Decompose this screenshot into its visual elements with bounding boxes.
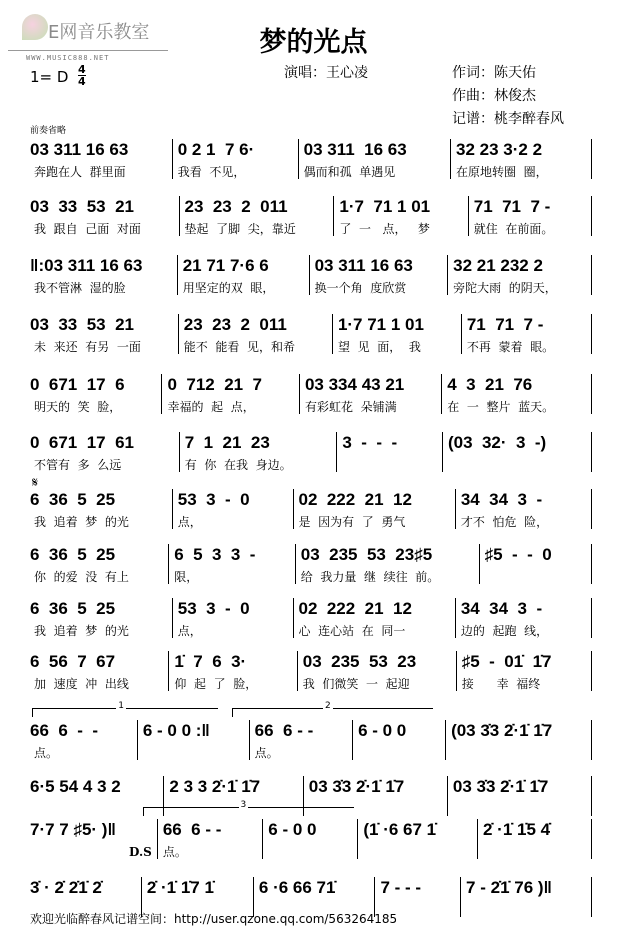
- measure-lyric: 点，: [177, 515, 202, 529]
- measure-notes: 66 6 - -: [30, 721, 99, 740]
- measure-lyric: 垫起 了脚 尖，靠近: [184, 222, 296, 236]
- measure-notes: 6 36 5 25: [30, 599, 116, 618]
- measure-notes: 6 56 7 67: [30, 652, 116, 671]
- logo-url: WWW.MUSIC888.NET: [26, 54, 110, 62]
- measure-lyric: [268, 845, 352, 859]
- measure: [336, 432, 442, 472]
- measure-lyric: 点。: [254, 746, 279, 760]
- measure-lyric: 我看 不见，: [177, 165, 246, 179]
- time-bottom: 4: [78, 75, 86, 88]
- measure-lyric: 点。: [162, 845, 187, 859]
- score-system: [30, 196, 592, 236]
- measure: [249, 720, 352, 760]
- measure-lyric: [483, 845, 586, 859]
- time-signature: [78, 64, 86, 87]
- measure-notes: 03 235 53 23: [302, 652, 417, 671]
- measure-lyric: 有 你 在我 身边。: [184, 458, 292, 472]
- logo-brand: E网音乐教室: [48, 22, 150, 43]
- measure-lyric: 接 幸 福终: [461, 677, 541, 691]
- measure-lyric: 有彩虹花 朵铺满: [304, 400, 397, 414]
- measure-notes: 34 34 3 -: [460, 490, 543, 509]
- measure-notes: 66 6 - -: [254, 721, 314, 740]
- measure-notes: 03 33 53 21: [30, 315, 134, 334]
- measure: [461, 314, 592, 354]
- measure: [479, 544, 592, 584]
- measure-notes: 6 - 0 0: [358, 721, 407, 740]
- measure-notes: 1·7 71 1 01: [339, 197, 431, 216]
- prelude-note: 前奏省略: [30, 126, 67, 136]
- measure-lyric: 点，: [177, 624, 202, 638]
- measure-lyric: 不管有 多 么远: [34, 458, 122, 472]
- measure-notes: 1·7 71 1 01: [337, 315, 424, 334]
- measure-notes: 23 23 2 011: [183, 315, 287, 334]
- measure: [179, 196, 334, 236]
- measure: [455, 598, 592, 638]
- score-system: [30, 432, 592, 472]
- score-system: [30, 139, 592, 179]
- measure-notes: 7 - - -: [380, 878, 422, 897]
- measure-lyric: [451, 746, 586, 760]
- measure: [303, 776, 447, 816]
- measure-notes: 21 71 7·6 6: [182, 256, 269, 275]
- measure: [460, 877, 592, 917]
- measure-notes: 0 712 21 7: [167, 375, 263, 394]
- measure: [333, 196, 467, 236]
- measure-notes: 71 71 7 -: [473, 197, 551, 216]
- measure-notes: 03 33 53 21: [30, 197, 134, 216]
- measure-lyric: [485, 570, 586, 584]
- measure: [172, 489, 293, 529]
- measure-lyric: [448, 458, 586, 472]
- score-system: [30, 819, 592, 859]
- measure-notes: 6 36 5 25: [30, 545, 116, 564]
- measure-lyric: 明天的 笑 脸，: [34, 400, 122, 414]
- measure: [30, 255, 177, 295]
- lyricist: 作词：陈天佑: [452, 65, 536, 81]
- composer: 作曲：林俊杰: [452, 88, 536, 104]
- key-signature: 1= D: [30, 68, 69, 86]
- measure: [30, 432, 179, 472]
- transcriber: 记谱：桃李醉春风: [452, 111, 564, 127]
- measure-notes: 6 - 0 0 :‖: [142, 721, 210, 740]
- score-system: [30, 776, 592, 816]
- score-system: [30, 651, 592, 691]
- volta-label: 1: [118, 701, 124, 711]
- measure-notes: 0 671 17 6: [30, 375, 125, 394]
- measure-lyric: 边的 起跑 线，: [460, 624, 549, 638]
- measure-lyric: 加 速度 冲 出线: [34, 677, 129, 691]
- measure-notes: 02 222 21 12: [298, 599, 412, 618]
- measure-lyric: 能不 能看 见，和希: [183, 340, 296, 354]
- score-system: [30, 255, 592, 295]
- measure-lyric: [309, 802, 442, 816]
- measure-lyric: 仰 起 了 脸，: [174, 677, 258, 691]
- measure: [447, 255, 592, 295]
- measure-notes: 0 671 17 61: [30, 433, 134, 452]
- measure: [445, 720, 592, 760]
- measure-notes: 6 - 0 0: [268, 820, 317, 839]
- measure-notes: (03 3̇3 2̇·1̇ 1̇7: [451, 721, 553, 740]
- measure-lyric: 我不管淋 湿的脸: [34, 281, 126, 295]
- measure: [163, 776, 302, 816]
- measure-lyric: 才不 怕危 险，: [460, 515, 549, 529]
- measure: [455, 489, 592, 529]
- volta-bracket-2: [232, 701, 433, 717]
- measure: [477, 819, 592, 859]
- score-system: [30, 598, 592, 638]
- measure: [177, 255, 309, 295]
- score-system: [30, 314, 592, 354]
- measure-notes: 4 3 21 76: [447, 375, 533, 394]
- volta-bracket-1: [32, 701, 218, 717]
- measure: [30, 139, 172, 179]
- measure-lyric: 给 我力量 继 续往 前。: [300, 570, 440, 584]
- measure: [332, 314, 461, 354]
- measure: [468, 196, 592, 236]
- measure-notes: 0 2 1 7 6·: [177, 140, 255, 159]
- measure-notes: 6 36 5 25: [30, 490, 116, 509]
- score-system: [30, 374, 592, 414]
- measure-notes: 2̇ ·1̇ 1̇5 4̇: [483, 820, 551, 839]
- measure-notes: 6·5 54 4 3 2: [30, 777, 121, 796]
- measure: [298, 139, 450, 179]
- measure-notes: 03 311 16 63: [30, 140, 129, 159]
- measure-notes: 3 - - -: [342, 433, 398, 452]
- measure-notes: ♯5 - 01̇ 1̇7: [461, 652, 552, 671]
- measure: [456, 651, 592, 691]
- measure-notes: 34 34 3 -: [460, 599, 543, 618]
- singer: 演唱：王心凌: [284, 65, 368, 81]
- measure-lyric: [466, 903, 586, 917]
- score-system: [30, 720, 592, 760]
- measure: [30, 776, 163, 816]
- measure-notes: 6 5 3 3 -: [174, 545, 256, 564]
- measure: [30, 196, 179, 236]
- measure-lyric: 奔跑在人 群里面: [34, 165, 126, 179]
- measure: [168, 651, 296, 691]
- measure-lyric: D.S: [128, 845, 152, 859]
- measure: [299, 374, 441, 414]
- measure-notes: 32 23 3·2 2: [456, 140, 543, 159]
- measure-lyric: 望 见 面， 我: [337, 340, 421, 354]
- measure-notes: 7·7 7 ♯5· )‖: [30, 820, 116, 839]
- measure: [30, 314, 178, 354]
- measure-notes: 23 23 2 011: [184, 197, 288, 216]
- measure-lyric: [30, 802, 158, 816]
- measure-notes: 03 311 16 63: [303, 140, 407, 159]
- time-top: 4: [78, 63, 86, 76]
- measure: [293, 489, 455, 529]
- measure-notes: 03 235 53 23♯5: [300, 545, 433, 564]
- measure-notes: 71 71 7 -: [466, 315, 544, 334]
- measure-notes: 03 334 43 21: [304, 375, 405, 394]
- measure: [293, 598, 455, 638]
- measure: [161, 374, 298, 414]
- measure: [447, 776, 592, 816]
- measure: [157, 819, 262, 859]
- measure-lyric: 偶而和孤 单遇见: [303, 165, 396, 179]
- measure: [450, 139, 592, 179]
- score-system: [30, 489, 592, 529]
- measure-lyric: 就住 在前面。: [473, 222, 554, 236]
- measure-notes: 03 311 16 63: [314, 256, 413, 275]
- measure-notes: 02 222 21 12: [298, 490, 412, 509]
- measure: [30, 598, 172, 638]
- measure-lyric: 在原地转圈 圈，: [456, 165, 548, 179]
- measure: [179, 432, 337, 472]
- measure-notes: ‖:03 311 16 63: [30, 256, 143, 275]
- measure-lyric: 幸福的 起 点，: [167, 400, 255, 414]
- measure-lyric: 我 跟自 己面 对面: [34, 222, 141, 236]
- measure-lyric: 旁陀大雨 的阴天，: [453, 281, 557, 295]
- volta-label: 2: [325, 701, 331, 711]
- measure-lyric: 心 连心站 在 同一: [298, 624, 406, 638]
- measure-notes: 3̇ · 2̇ 2̇1̇ 2̇: [30, 878, 102, 897]
- segno-sign: 𝄋: [32, 475, 39, 491]
- measure-lyric: 我 追着 梦 的光: [34, 515, 129, 529]
- measure: [295, 544, 479, 584]
- measure-lyric: [143, 746, 244, 760]
- measure-lyric: [342, 458, 437, 472]
- measure: [357, 819, 477, 859]
- measure-notes: 7 1 21 23: [184, 433, 270, 452]
- measure-notes: 53 3 - 0: [177, 599, 250, 618]
- measure: [137, 720, 249, 760]
- measure-lyric: 我 们微笑 一 起迎: [302, 677, 410, 691]
- measure: [262, 819, 357, 859]
- measure-lyric: 了 一 点， 梦: [339, 222, 430, 236]
- measure: [172, 598, 293, 638]
- measure-lyric: [358, 746, 440, 760]
- measure-notes: 7 - 2̇1̇ 76 )‖: [466, 878, 552, 897]
- credits: [452, 62, 564, 131]
- measure: [352, 720, 445, 760]
- measure-lyric: [453, 802, 586, 816]
- measure-notes: ♯5 - - 0: [484, 545, 552, 564]
- measure-notes: 03 3̇3 2̇·1̇ 1̇7: [308, 777, 405, 796]
- volta-label: 3: [240, 800, 247, 810]
- measure-notes: 6 ·6 66 71̇: [258, 878, 336, 897]
- measure-notes: (1̇ ·6 67 1̇: [363, 820, 437, 839]
- measure: [30, 544, 168, 584]
- measure-notes: 1̇ 7 6 3·: [174, 652, 247, 671]
- measure-lyric: 你 的爱 没 有上: [34, 570, 129, 584]
- measure-lyric: 我 追着 梦 的光: [34, 624, 129, 638]
- measure: [442, 432, 592, 472]
- measure-lyric: [363, 845, 472, 859]
- measure: [297, 651, 456, 691]
- measure-notes: 03 3̇3 2̇·1̇ 1̇7: [452, 777, 549, 796]
- measure: [30, 374, 161, 414]
- measure-notes: 2̇ ·1̇ 1̇7 1̇: [146, 878, 214, 897]
- measure-notes: 32 21 232 2: [453, 256, 543, 275]
- measure-notes: 2 3 3 2̇·1̇ 1̇7: [169, 777, 261, 796]
- measure: [178, 314, 332, 354]
- footer-text: 欢迎光临醉春风记谱空间：http://user.qzone.qq.com/563264185: [30, 912, 398, 926]
- measure-lyric: 换一个角 度欣赏: [314, 281, 407, 295]
- measure-lyric: 未 来还 有另 一面: [34, 340, 141, 354]
- score-system: [30, 544, 592, 584]
- measure: [441, 374, 592, 414]
- measure-lyric: 点。: [34, 746, 59, 760]
- measure: [30, 651, 168, 691]
- measure: [30, 720, 137, 760]
- measure-lyric: 不再 蒙着 眼。: [466, 340, 555, 354]
- measure-notes: (03 32· 3 -): [447, 433, 547, 452]
- measure-lyric: 限，: [174, 570, 199, 584]
- measure-lyric: 在 一 整片 蓝天。: [447, 400, 555, 414]
- measure: [30, 819, 157, 859]
- measure-notes: 66 6 - -: [162, 820, 222, 839]
- measure-lyric: 是 因为有 了 勇气: [298, 515, 406, 529]
- measure: [30, 489, 172, 529]
- measure: [172, 139, 298, 179]
- measure-notes: 53 3 - 0: [177, 490, 250, 509]
- measure: [309, 255, 448, 295]
- song-title: 梦的光点: [259, 27, 368, 58]
- measure-lyric: 用坚定的双 眼，: [182, 281, 275, 295]
- measure-lyric: [169, 802, 297, 816]
- measure: [168, 544, 295, 584]
